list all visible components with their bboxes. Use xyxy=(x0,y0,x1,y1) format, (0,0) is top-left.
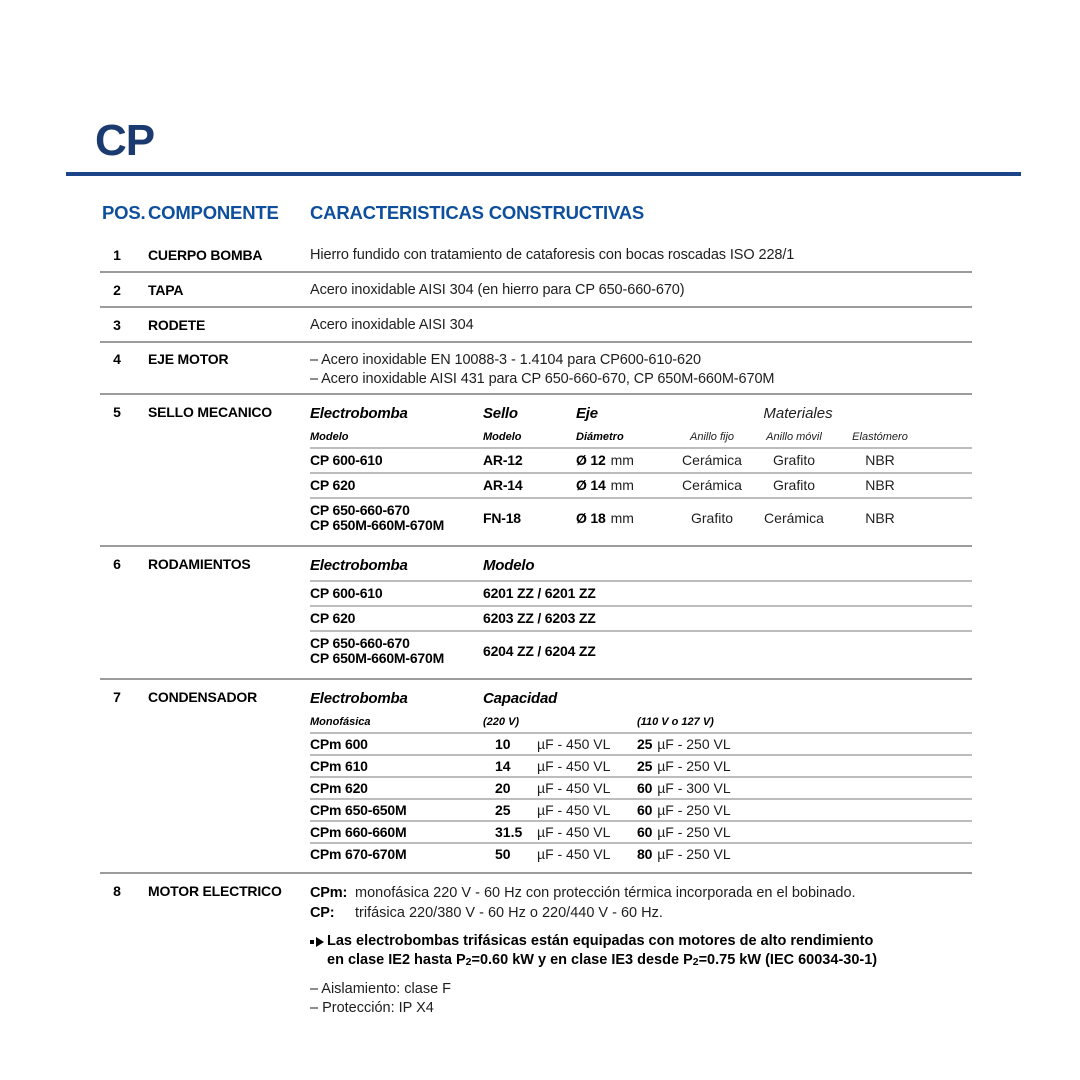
cell-110v: 60 µF - 300 VL xyxy=(637,780,731,796)
rodamientos-row xyxy=(310,605,972,630)
subheader-anillo-movil: Anillo móvil xyxy=(766,431,822,443)
cell-anillo-movil: Cerámica xyxy=(764,509,824,526)
cell-elastomero: NBR xyxy=(865,452,895,468)
cell-anillo-fijo: Cerámica xyxy=(682,452,742,468)
spec-table xyxy=(100,202,972,1026)
cell-eje: Ø 12 mm xyxy=(576,452,634,468)
motor-extra-lines xyxy=(310,980,972,1018)
subheader-modelo: Modelo xyxy=(483,431,522,443)
component-name: CUERPO BOMBA xyxy=(148,247,263,263)
cell-modelo: CP 650-660-670 CP 650M-660M-670M xyxy=(310,635,445,666)
col-header-electrobomba: Electrobomba xyxy=(310,405,408,422)
cell-modelo: CPm 670-670M xyxy=(310,846,407,862)
efficiency-note xyxy=(310,932,972,971)
rodamientos-row xyxy=(310,582,972,605)
page-title: CP xyxy=(95,116,155,165)
eje-motor-line-1: – Acero inoxidable EN 10088-3 - 1.4104 para CP600-610-620 xyxy=(310,352,701,368)
cell-eje: Ø 18 mm xyxy=(576,509,634,526)
condensador-row xyxy=(310,820,972,842)
condensador-row xyxy=(310,754,972,776)
characteristic-text xyxy=(310,351,972,389)
cell-eje: Ø 14 mm xyxy=(576,477,634,493)
pos-number: 2 xyxy=(113,282,121,298)
cp-label: CP: xyxy=(310,905,335,921)
cell-sello: FN-18 xyxy=(483,509,521,526)
cp-text: trifásica 220/380 V - 60 Hz o 220/440 V - 60 Hz. xyxy=(355,905,663,921)
subheader-modelo: Modelo xyxy=(310,431,349,443)
col-header-sello: Sello xyxy=(483,405,518,422)
cell-valor: 6203 ZZ / 6203 ZZ xyxy=(483,610,596,626)
cell-sello: AR-14 xyxy=(483,477,523,493)
component-name: CONDENSADOR xyxy=(148,689,258,705)
efficiency-note-text: Las electrobombas trifásicas están equipadas con motores de alto rendimiento en clase IE2 hasta P2=0.60 kW y en clase IE3 desde P2=0.75 kW (IEC 60034-30-1) xyxy=(327,933,878,968)
header-componente-label: COMPONENTE xyxy=(148,202,279,223)
characteristic-text: Hierro fundido con tratamiento de cataforesis con bocas roscadas ISO 228/1 xyxy=(310,247,795,263)
cpm-line xyxy=(310,883,972,903)
pos-number: 5 xyxy=(113,404,121,420)
cell-modelo: CP 620 xyxy=(310,477,356,493)
cell-anillo-movil: Grafito xyxy=(772,452,815,468)
condensador-row xyxy=(310,776,972,798)
subheader-220v: (220 V) xyxy=(483,716,520,728)
pos-number: 3 xyxy=(113,317,121,333)
sello-header-row xyxy=(310,404,972,426)
rodamientos-header-row xyxy=(310,556,972,578)
rodamientos-row xyxy=(310,630,972,670)
cell-modelo: CPm 660-660M xyxy=(310,824,407,840)
subheader-110v: (110 V o 127 V) xyxy=(637,716,714,728)
condensador-row xyxy=(310,842,972,864)
sello-row xyxy=(310,497,972,537)
subheader-elastomero: Elastómero xyxy=(852,431,908,443)
cell-elastomero: NBR xyxy=(865,477,895,493)
component-name: TAPA xyxy=(148,282,184,298)
cell-220v: 20 µF - 450 VL xyxy=(495,780,611,796)
cell-110v: 25 µF - 250 VL xyxy=(637,736,731,752)
section-condensador xyxy=(100,678,972,872)
arrow-right-icon xyxy=(310,932,327,951)
cell-modelo: CP 620 xyxy=(310,610,356,626)
col-header-eje: Eje xyxy=(576,405,598,422)
cell-modelo: CP 600-610 xyxy=(310,585,383,601)
cell-modelo: CPm 600 xyxy=(310,736,368,752)
cell-modelo: CP 600-610 xyxy=(310,452,383,468)
sello-row xyxy=(310,472,972,497)
cell-anillo-movil: Grafito xyxy=(772,477,815,493)
pos-number: 6 xyxy=(113,556,121,572)
title-rule xyxy=(66,172,1021,176)
condensador-subheader-row xyxy=(310,711,972,734)
subheader-anillo-fijo: Anillo fijo xyxy=(689,431,735,443)
header-caracteristicas-label: CARACTERISTICAS CONSTRUCTIVAS xyxy=(310,202,645,223)
component-name: RODETE xyxy=(148,317,206,333)
section-rodete xyxy=(100,306,972,341)
cell-220v: 25 µF - 450 VL xyxy=(495,802,611,818)
cpm-text: monofásica 220 V - 60 Hz con protección térmica incorporada en el bobinado. xyxy=(355,885,856,901)
eje-motor-line-2: – Acero inoxidable AISI 431 para CP 650-660-670, CP 650M-660M-670M xyxy=(310,371,775,387)
component-name: EJE MOTOR xyxy=(148,351,229,367)
section-rodamientos xyxy=(100,545,972,678)
component-name: SELLO MECANICO xyxy=(148,404,272,420)
cell-valor: 6201 ZZ / 6201 ZZ xyxy=(483,585,596,601)
cell-anillo-fijo: Cerámica xyxy=(682,477,742,493)
component-name: RODAMIENTOS xyxy=(148,556,251,572)
aislamiento-line: – Aislamiento: clase F xyxy=(310,981,452,997)
condensador-row xyxy=(310,798,972,820)
pos-number: 8 xyxy=(113,883,121,899)
col-header-electrobomba: Electrobomba xyxy=(310,557,408,574)
cell-110v: 80 µF - 250 VL xyxy=(637,846,731,862)
rodamientos-table xyxy=(310,556,972,670)
pos-number: 7 xyxy=(113,689,121,705)
col-header-electrobomba: Electrobomba xyxy=(310,690,408,707)
cell-modelo: CPm 650-650M xyxy=(310,802,407,818)
sello-row xyxy=(310,449,972,472)
subheader-monofasica: Monofásica xyxy=(310,716,371,728)
cell-220v: 31.5 µF - 450 VL xyxy=(495,824,611,840)
table-header xyxy=(100,202,972,238)
condensador-row xyxy=(310,734,972,754)
cell-110v: 25 µF - 250 VL xyxy=(637,758,731,774)
pos-number: 4 xyxy=(113,351,121,367)
cell-110v: 60 µF - 250 VL xyxy=(637,802,731,818)
section-sello-mecanico xyxy=(100,393,972,545)
cell-elastomero: NBR xyxy=(865,509,895,526)
sello-subheader-row xyxy=(310,426,972,449)
motor-content xyxy=(310,883,972,1018)
cell-modelo: CPm 610 xyxy=(310,758,368,774)
cell-valor: 6204 ZZ / 6204 ZZ xyxy=(483,642,596,659)
col-header-materiales: Materiales xyxy=(763,405,833,422)
cell-sello: AR-12 xyxy=(483,452,523,468)
component-name: MOTOR ELECTRICO xyxy=(148,883,282,899)
subheader-diametro: Diámetro xyxy=(576,431,624,443)
cell-220v: 50 µF - 450 VL xyxy=(495,846,611,862)
header-pos-label: POS. xyxy=(102,202,146,223)
cell-110v: 60 µF - 250 VL xyxy=(637,824,731,840)
sello-table xyxy=(310,404,972,537)
section-cuerpo-bomba xyxy=(100,238,972,271)
section-tapa xyxy=(100,271,972,306)
condensador-header-row xyxy=(310,689,972,711)
section-eje-motor xyxy=(100,341,972,393)
characteristic-text: Acero inoxidable AISI 304 xyxy=(310,317,474,333)
cpm-label: CPm: xyxy=(310,885,348,901)
section-motor-electrico xyxy=(100,872,972,1026)
col-header-modelo: Modelo xyxy=(483,557,535,574)
cell-220v: 14 µF - 450 VL xyxy=(495,758,611,774)
pos-number: 1 xyxy=(113,247,121,263)
cell-modelo: CPm 620 xyxy=(310,780,368,796)
condensador-table xyxy=(310,689,972,864)
cp-line xyxy=(310,903,972,923)
proteccion-line: – Protección: IP X4 xyxy=(310,1000,434,1016)
cell-anillo-fijo: Grafito xyxy=(690,509,733,526)
characteristic-text: Acero inoxidable AISI 304 (en hierro para CP 650-660-670) xyxy=(310,282,685,298)
col-header-capacidad: Capacidad xyxy=(483,690,558,707)
cell-modelo: CP 650-660-670 CP 650M-660M-670M xyxy=(310,502,445,533)
cell-220v: 10 µF - 450 VL xyxy=(495,736,611,752)
